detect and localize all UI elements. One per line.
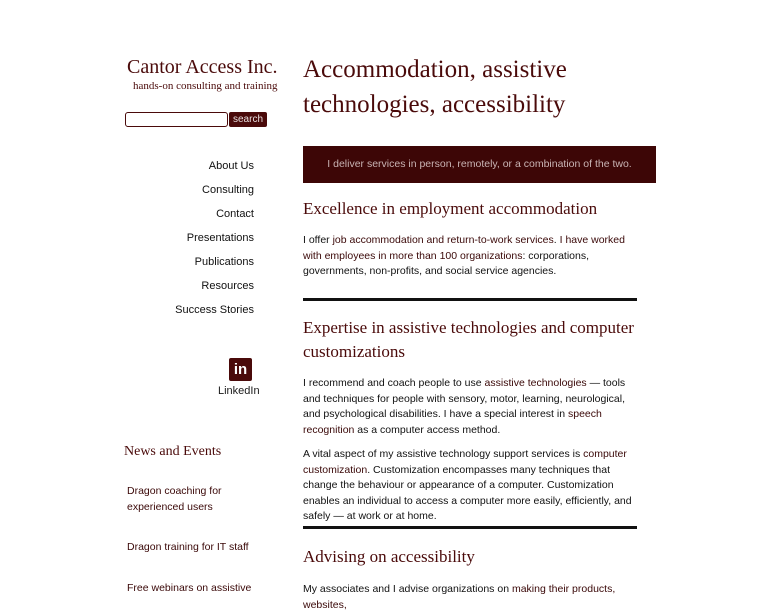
service-banner: I deliver services in person, remotely, or a combination of the two. (303, 146, 656, 183)
text: I offer (303, 234, 333, 246)
section-text-accessibility (303, 582, 637, 613)
accommodation-link[interactable]: job accommodation and return-to-work services (332, 234, 554, 246)
text: . Customization encompasses many techniques that change the behaviour or appearance of a computer. Customization enables an individual to access a computer more easily, efficiently, and safely — at work or at home. (303, 463, 632, 522)
site-title[interactable]: Cantor Access Inc. (127, 56, 278, 78)
section-text-customization (303, 447, 637, 525)
text: . (553, 234, 560, 246)
nav-success-stories[interactable]: Success Stories (175, 304, 254, 316)
news-heading: News and Events (124, 444, 222, 459)
text: I recommend and coach people to use (303, 377, 485, 389)
nav-consulting[interactable]: Consulting (202, 184, 254, 196)
nav-publications[interactable]: Publications (194, 256, 254, 268)
news-item[interactable]: Dragon coaching for experienced users (127, 485, 222, 513)
organizations-link[interactable]: I have worked with employees in more than 100 organizations (303, 234, 625, 262)
text: — tools and techniques for people with sensory, motor, learning, neurological, and psychological disabilities. I have a special interest in (303, 377, 626, 420)
text: as a computer access method. (354, 423, 501, 436)
nav-contact[interactable]: Contact (216, 208, 254, 220)
text: : corporations, governments, non-profits, and social service agencies. (303, 249, 590, 277)
accessibility-link[interactable]: making their products, websites, (303, 583, 616, 611)
divider (303, 526, 637, 529)
nav-resources[interactable]: Resources (201, 280, 254, 292)
section-text-assistive (303, 376, 637, 438)
nav-presentations[interactable]: Presentations (186, 232, 254, 244)
speech-recognition-link[interactable]: speech recognition (303, 408, 602, 436)
section-heading-accommodation: Excellence in employment accommodation (303, 199, 598, 218)
news-item[interactable]: Dragon training for IT staff (127, 541, 249, 553)
computer-customization-link[interactable]: computer customization (303, 448, 627, 476)
nav-about-us[interactable]: About Us (208, 160, 254, 172)
section-heading-assistive: Expertise in assistive technologies and computer customizations (303, 318, 634, 361)
page-title: Accommodation, assistive technologies, accessibility (303, 56, 567, 118)
assistive-technologies-link[interactable]: assistive technologies (484, 377, 587, 389)
search-button[interactable]: search (229, 112, 267, 127)
site-tagline: hands-on consulting and training (133, 80, 278, 92)
news-item[interactable]: Free webinars on assistive (127, 582, 252, 594)
section-text-accommodation (303, 233, 637, 280)
text: My associates and I advise organizations on (303, 583, 512, 595)
search-input[interactable] (125, 112, 228, 127)
divider (303, 298, 637, 301)
text: A vital aspect of my assistive technology support services is (303, 448, 584, 460)
linkedin-icon[interactable]: in (229, 358, 252, 381)
section-heading-accessibility: Advising on accessibility (303, 547, 475, 566)
linkedin-link[interactable]: LinkedIn (218, 385, 260, 397)
sidebar-nav (175, 154, 254, 322)
